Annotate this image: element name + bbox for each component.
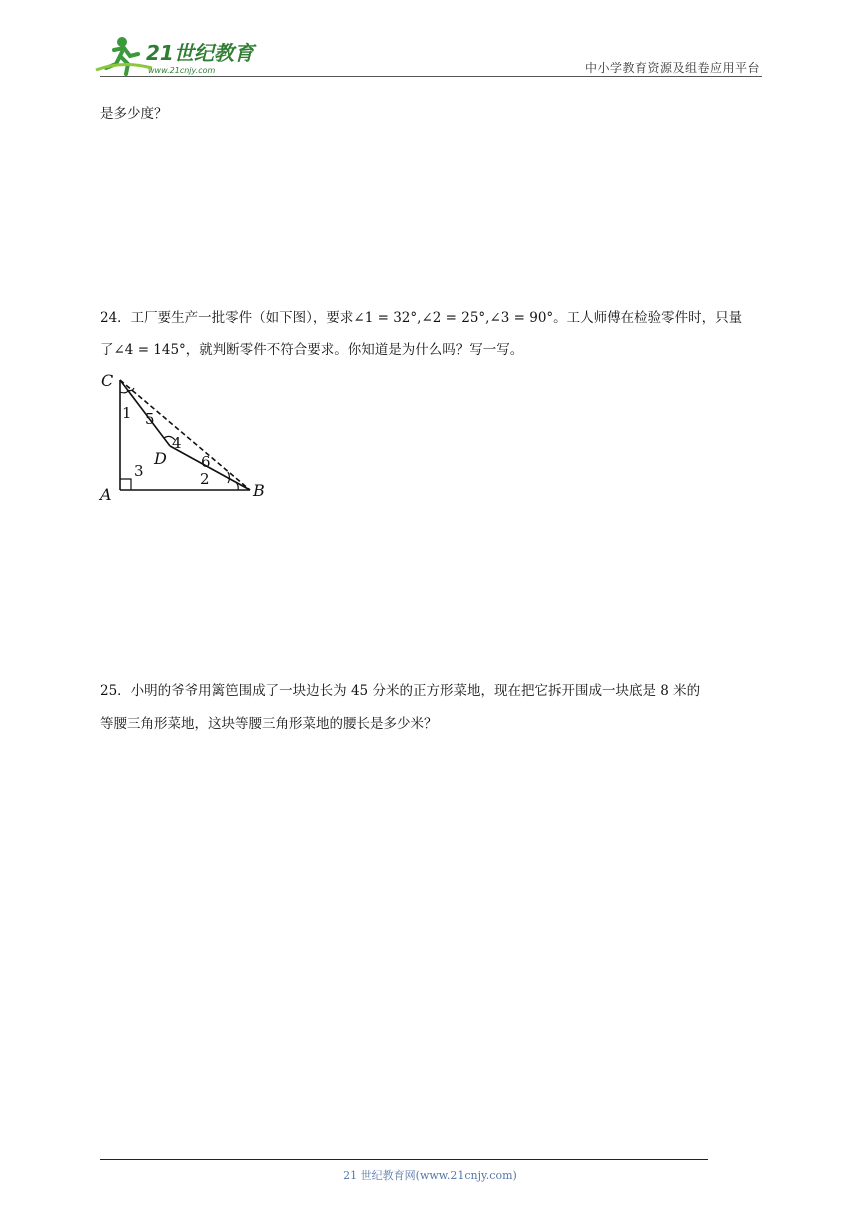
footer-divider — [100, 1159, 708, 1160]
angle-label-2: 2 — [200, 470, 210, 488]
label-C: C — [101, 371, 114, 390]
logo-text: 21世纪教育 — [146, 41, 254, 65]
label-D: D — [154, 449, 167, 468]
logo-url: www.21cnjy.com — [148, 66, 216, 75]
label-A: A — [100, 485, 112, 504]
q23-tail-text: 是多少度？ — [100, 106, 168, 122]
q25-line-2: 等腰三角形菜地，这块等腰三角形菜地的腰长是多少米？ — [100, 716, 438, 732]
q24-line-1: 24．工厂要生产一批零件（如下图），要求∠1 = 32°,∠2 = 25°,∠3 = 90°。工人师傅在检验零件时，只量 — [100, 310, 743, 326]
site-logo — [92, 30, 262, 80]
angle-label-3: 3 — [134, 462, 144, 480]
angle-label-4: 4 — [172, 434, 182, 452]
angle-label-6: 6 — [201, 453, 211, 471]
q24-line-2: 了∠4 = 145°，就判断零件不符合要求。你知道是为什么吗？写一写。 — [100, 342, 524, 358]
label-B: B — [253, 481, 265, 500]
angle-label-1: 1 — [122, 404, 132, 422]
runner-icon — [96, 37, 152, 74]
header-platform-text: 中小学教育资源及组卷应用平台 — [584, 61, 760, 75]
triangle-figure — [98, 366, 278, 506]
footer-text: 21 世纪教育网(www.21cnjy.com) — [343, 1169, 517, 1182]
angle-label-5: 5 — [145, 410, 155, 428]
right-angle-mark — [120, 479, 131, 490]
q25-line-1: 25．小明的爷爷用篱笆围成了一块边长为 45 分米的正方形菜地，现在把它拆开围成一块底是 8 米的 — [100, 683, 701, 699]
angle-arc-1 — [120, 391, 128, 393]
header-divider — [100, 76, 762, 77]
